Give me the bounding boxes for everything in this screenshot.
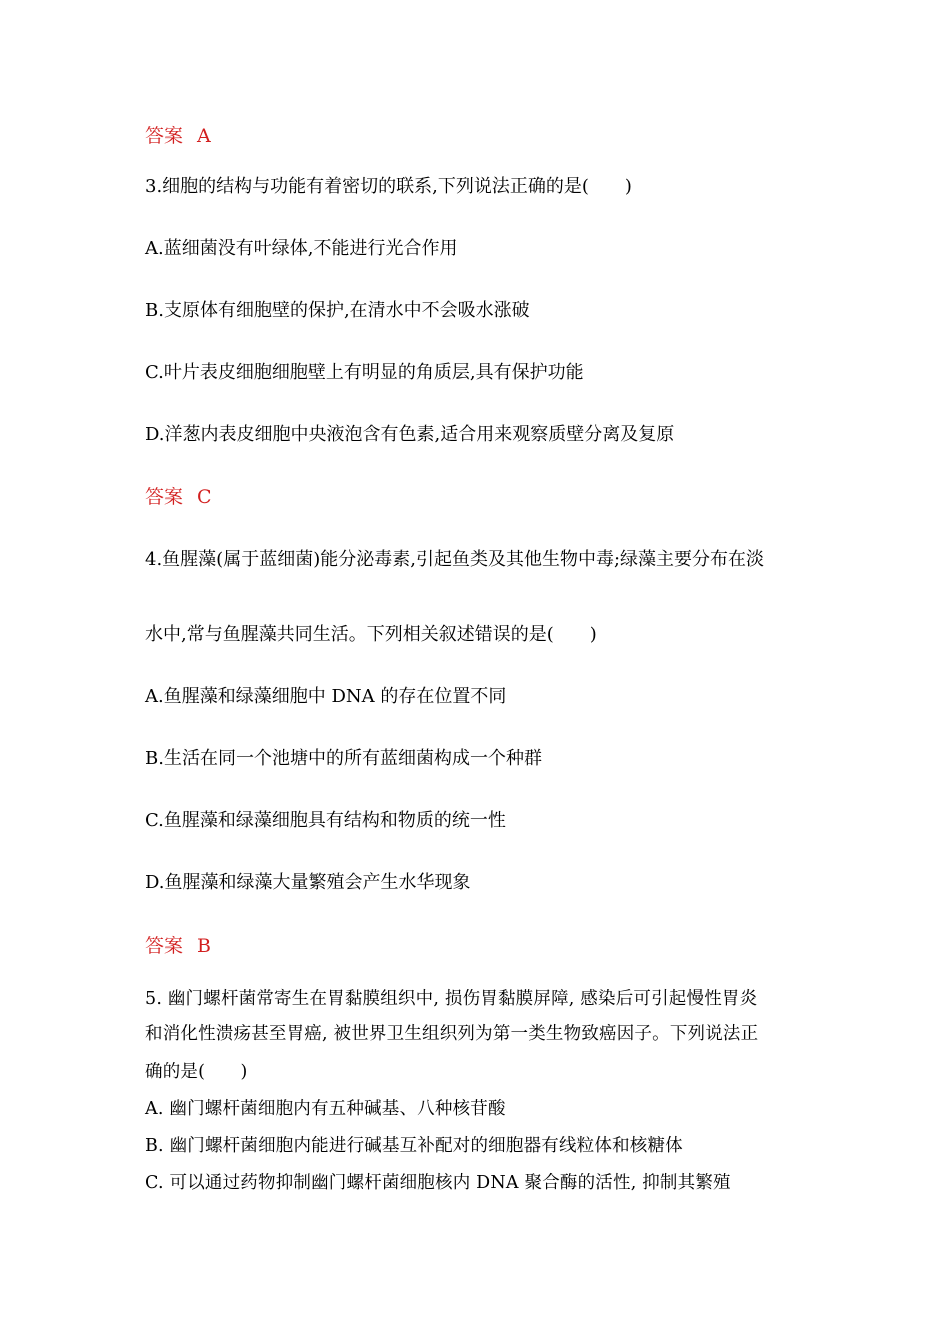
answer-value: C: [197, 486, 212, 508]
question-3-option-b: B.支原体有细胞壁的保护,在清水中不会吸水涨破: [145, 300, 530, 321]
question-5-option-c: C. 可以通过药物抑制幽门螺杆菌细胞核内 DNA 聚合酶的活性, 抑制其繁殖: [145, 1173, 731, 1193]
answer-value: A: [197, 125, 211, 147]
answer-label: 答案: [145, 125, 184, 147]
question-3-option-d: D.洋葱内表皮细胞中央液泡含有色素,适合用来观察质壁分离及复原: [145, 424, 675, 445]
question-3-option-a: A.蓝细菌没有叶绿体,不能进行光合作用: [145, 238, 458, 259]
question-5-stem-line2: 和消化性溃疡甚至胃癌, 被世界卫生组织列为第一类生物致癌因子。下列说法正: [145, 1024, 759, 1044]
question-4-stem-line1: 4.鱼腥藻(属于蓝细菌)能分泌毒素,引起鱼类及其他生物中毒;绿藻主要分布在淡: [145, 549, 765, 570]
answer-q4: [145, 934, 211, 958]
answer-label: 答案: [145, 486, 184, 508]
question-5-option-a: A. 幽门螺杆菌细胞内有五种碱基、八种核苷酸: [145, 1099, 506, 1119]
question-4-option-c: C.鱼腥藻和绿藻细胞具有结构和物质的统一性: [145, 810, 506, 831]
question-3-option-c: C.叶片表皮细胞细胞壁上有明显的角质层,具有保护功能: [145, 362, 584, 383]
answer-value: B: [197, 935, 211, 957]
answer-q2: [145, 124, 211, 148]
answer-label: 答案: [145, 935, 184, 957]
question-4-option-a: A.鱼腥藻和绿藻细胞中 DNA 的存在位置不同: [145, 686, 507, 707]
question-5-stem-line1: 5. 幽门螺杆菌常寄生在胃黏膜组织中, 损伤胃黏膜屏障, 感染后可引起慢性胃炎: [145, 989, 758, 1009]
question-4-stem-line2: 水中,常与鱼腥藻共同生活。下列相关叙述错误的是( ): [145, 624, 597, 645]
question-4-option-b: B.生活在同一个池塘中的所有蓝细菌构成一个种群: [145, 748, 542, 769]
question-4-option-d: D.鱼腥藻和绿藻大量繁殖会产生水华现象: [145, 872, 471, 893]
question-5-stem-line3: 确的是( ): [145, 1062, 248, 1082]
question-5-option-b: B. 幽门螺杆菌细胞内能进行碱基互补配对的细胞器有线粒体和核糖体: [145, 1136, 683, 1156]
answer-q3: [145, 485, 212, 509]
question-3-stem: 3.细胞的结构与功能有着密切的联系,下列说法正确的是( ): [145, 176, 632, 197]
